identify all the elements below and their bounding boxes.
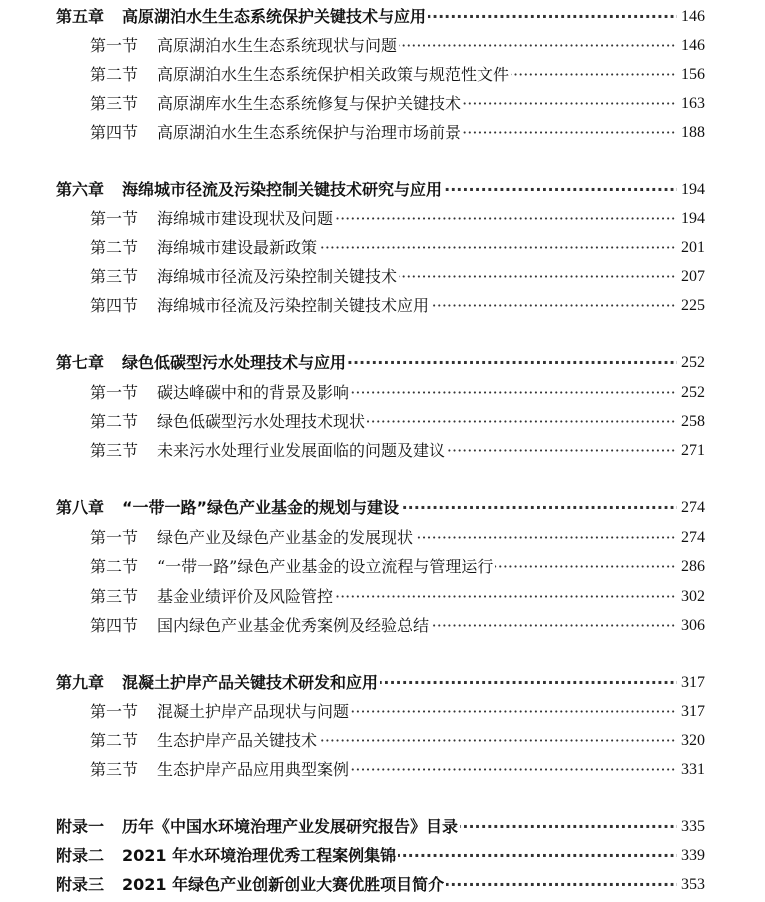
entry-page: 335 bbox=[677, 814, 705, 840]
entry-page: 188 bbox=[677, 120, 705, 146]
toc-section-8-1[interactable] bbox=[0, 525, 765, 551]
entry-page: 252 bbox=[677, 380, 705, 406]
entry-label: 第九章 bbox=[56, 673, 105, 692]
entry-title: 海绵城市径流及污染控制关键技术应用 bbox=[157, 293, 431, 319]
entry-title: 海绵城市建设最新政策 bbox=[157, 235, 319, 261]
entry-title: 生态护岸产品关键技术 bbox=[157, 728, 319, 754]
entry-page: 201 bbox=[677, 235, 705, 261]
toc-section-8-4[interactable] bbox=[0, 613, 765, 639]
entry-label: 第三节 bbox=[90, 94, 139, 113]
toc-section-5-3[interactable] bbox=[0, 91, 765, 117]
entry-title: “一带一路”绿色产业基金的设立流程与管理运行 bbox=[157, 554, 495, 580]
entry-page: 258 bbox=[677, 409, 705, 435]
entry-page: 163 bbox=[677, 91, 705, 117]
toc-section-6-3[interactable] bbox=[0, 264, 765, 290]
entry-label: 第二节 bbox=[90, 412, 139, 431]
entry-label: 第一节 bbox=[90, 36, 139, 55]
entry-title: 高原湖泊水生生态系统保护关键技术与应用 bbox=[122, 4, 428, 30]
entry-label: 第二节 bbox=[90, 238, 139, 257]
entry-title: 生态护岸产品应用典型案例 bbox=[157, 757, 351, 783]
toc-section-5-2[interactable] bbox=[0, 62, 765, 88]
entry-title: 高原湖泊水生生态系统保护与治理市场前景 bbox=[157, 120, 463, 146]
toc-appendix-3[interactable] bbox=[0, 872, 765, 898]
entry-page: 146 bbox=[677, 33, 705, 59]
entry-page: 306 bbox=[677, 613, 705, 639]
toc-section-5-4[interactable] bbox=[0, 120, 765, 146]
entry-label: 第五章 bbox=[56, 7, 105, 26]
entry-title: 高原湖库水生生态系统修复与保护关键技术 bbox=[157, 91, 463, 117]
entry-page: 252 bbox=[677, 350, 705, 376]
toc-chapter-6[interactable] bbox=[0, 177, 765, 203]
entry-label: 第二节 bbox=[90, 557, 139, 576]
entry-title: 海绵城市径流及污染控制关键技术研究与应用 bbox=[122, 177, 444, 203]
entry-label: 第四节 bbox=[90, 616, 139, 635]
entry-title: 绿色低碳型污水处理技术现状 bbox=[157, 409, 367, 435]
entry-title: 基金业绩评价及风险管控 bbox=[157, 584, 335, 610]
toc-section-9-3[interactable] bbox=[0, 757, 765, 783]
toc-section-8-3[interactable] bbox=[0, 584, 765, 610]
entry-page: 302 bbox=[677, 584, 705, 610]
entry-label: 第二节 bbox=[90, 731, 139, 750]
entry-title: 绿色产业及绿色产业基金的发展现状 bbox=[157, 525, 415, 551]
entry-page: 320 bbox=[677, 728, 705, 754]
entry-page: 274 bbox=[677, 495, 705, 521]
entry-label: 附录二 bbox=[56, 846, 105, 865]
toc-section-7-3[interactable] bbox=[0, 438, 765, 464]
toc-appendix-1[interactable] bbox=[0, 814, 765, 840]
toc-section-7-2[interactable] bbox=[0, 409, 765, 435]
entry-page: 156 bbox=[677, 62, 705, 88]
entry-label: 第一节 bbox=[90, 702, 139, 721]
entry-label: 第一节 bbox=[90, 528, 139, 547]
entry-page: 353 bbox=[677, 872, 705, 898]
entry-page: 194 bbox=[677, 206, 705, 232]
toc-section-9-2[interactable] bbox=[0, 728, 765, 754]
entry-page: 207 bbox=[677, 264, 705, 290]
toc-chapter-9[interactable] bbox=[0, 670, 765, 696]
entry-page: 225 bbox=[677, 293, 705, 319]
entry-page: 317 bbox=[677, 699, 705, 725]
entry-page: 274 bbox=[677, 525, 705, 551]
entry-label: 第三节 bbox=[90, 587, 139, 606]
entry-label: 第三节 bbox=[90, 267, 139, 286]
toc-chapter-7[interactable] bbox=[0, 350, 765, 376]
entry-label: 第二节 bbox=[90, 65, 139, 84]
entry-page: 339 bbox=[677, 843, 705, 869]
entry-page: 317 bbox=[677, 670, 705, 696]
entry-title: “一带一路”绿色产业基金的规划与建设 bbox=[122, 495, 401, 521]
entry-title: 碳达峰碳中和的背景及影响 bbox=[157, 380, 351, 406]
toc-section-6-4[interactable] bbox=[0, 293, 765, 319]
toc-section-9-1[interactable] bbox=[0, 699, 765, 725]
entry-title: 绿色低碳型污水处理技术与应用 bbox=[122, 350, 348, 376]
entry-label: 第四节 bbox=[90, 296, 139, 315]
entry-title: 未来污水处理行业发展面临的问题及建议 bbox=[157, 438, 447, 464]
toc-section-6-1[interactable] bbox=[0, 206, 765, 232]
entry-label: 附录三 bbox=[56, 875, 105, 894]
entry-label: 附录一 bbox=[56, 817, 105, 836]
toc-appendix-2[interactable] bbox=[0, 843, 765, 869]
toc-section-5-1[interactable] bbox=[0, 33, 765, 59]
entry-title: 混凝土护岸产品现状与问题 bbox=[157, 699, 351, 725]
entry-title: 海绵城市径流及污染控制关键技术 bbox=[157, 264, 399, 290]
entry-title: 历年《中国水环境治理产业发展研究报告》目录 bbox=[122, 814, 460, 840]
entry-title: 海绵城市建设现状及问题 bbox=[157, 206, 335, 232]
entry-label: 第四节 bbox=[90, 123, 139, 142]
entry-label: 第一节 bbox=[90, 209, 139, 228]
entry-title: 高原湖泊水生生态系统保护相关政策与规范性文件 bbox=[157, 62, 511, 88]
entry-page: 331 bbox=[677, 757, 705, 783]
entry-title: 国内绿色产业基金优秀案例及经验总结 bbox=[157, 613, 431, 639]
entry-title: 混凝土护岸产品关键技术研发和应用 bbox=[122, 670, 380, 696]
entry-label: 第三节 bbox=[90, 441, 139, 460]
toc-section-6-2[interactable] bbox=[0, 235, 765, 261]
entry-label: 第七章 bbox=[56, 353, 105, 372]
entry-label: 第八章 bbox=[56, 498, 105, 517]
toc-section-7-1[interactable] bbox=[0, 380, 765, 406]
entry-page: 286 bbox=[677, 554, 705, 580]
entry-title: 高原湖泊水生生态系统现状与问题 bbox=[157, 33, 399, 59]
entry-page: 146 bbox=[677, 4, 705, 30]
entry-title: 2021 年水环境治理优秀工程案例集锦 bbox=[122, 843, 398, 869]
entry-page: 271 bbox=[677, 438, 705, 464]
entry-label: 第三节 bbox=[90, 760, 139, 779]
toc-chapter-5[interactable] bbox=[0, 4, 765, 30]
entry-label: 第一节 bbox=[90, 383, 139, 402]
toc-section-8-2[interactable] bbox=[0, 554, 765, 580]
entry-label: 第六章 bbox=[56, 180, 105, 199]
entry-page: 194 bbox=[677, 177, 705, 203]
toc-chapter-8[interactable] bbox=[0, 495, 765, 521]
entry-title: 2021 年绿色产业创新创业大赛优胜项目简介 bbox=[122, 872, 446, 898]
